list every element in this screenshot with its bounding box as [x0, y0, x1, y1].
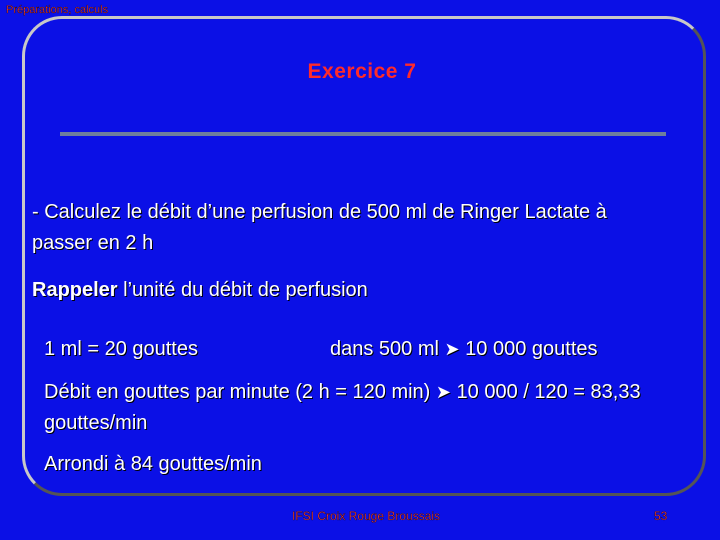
- instruction-paragraph: [32, 197, 672, 259]
- right-arrow-icon: ➤: [435, 382, 451, 402]
- calculation-a: Débit en gouttes par minute (2 h = 120 min): [44, 381, 436, 403]
- reminder-verb: Rappeler: [32, 279, 118, 301]
- section-label: Préparations, calculs: [6, 4, 109, 16]
- slide-title: Exercice 7: [307, 60, 417, 83]
- instruction-prefix: -: [32, 201, 45, 223]
- page-number: 53: [654, 509, 668, 523]
- footer-institution: IFSI Croix Rouge Broussais: [292, 509, 441, 523]
- calculation-b: 10 000 / 120 = 83,33 gouttes/min: [44, 381, 641, 434]
- reminder-paragraph: [32, 275, 368, 306]
- calculation-paragraph: [44, 377, 674, 439]
- instruction-text: le débit d’une perfusion de 500 ml de Ringer Lactate à passer en 2 h: [32, 201, 607, 254]
- rounding-result: Arrondi à 84 gouttes/min: [44, 453, 262, 475]
- conversion-left: 1 ml = 20 gouttes: [44, 338, 198, 360]
- right-arrow-icon: ➤: [444, 339, 460, 359]
- reminder-text: l’unité du débit de perfusion: [117, 279, 368, 301]
- conversion-right-a: dans 500 ml: [330, 338, 445, 360]
- instruction-verb: Calculez: [44, 201, 121, 223]
- conversion-right-b: 10 000 gouttes: [459, 338, 598, 360]
- title-divider: [60, 132, 666, 136]
- conversion-right: [330, 334, 598, 365]
